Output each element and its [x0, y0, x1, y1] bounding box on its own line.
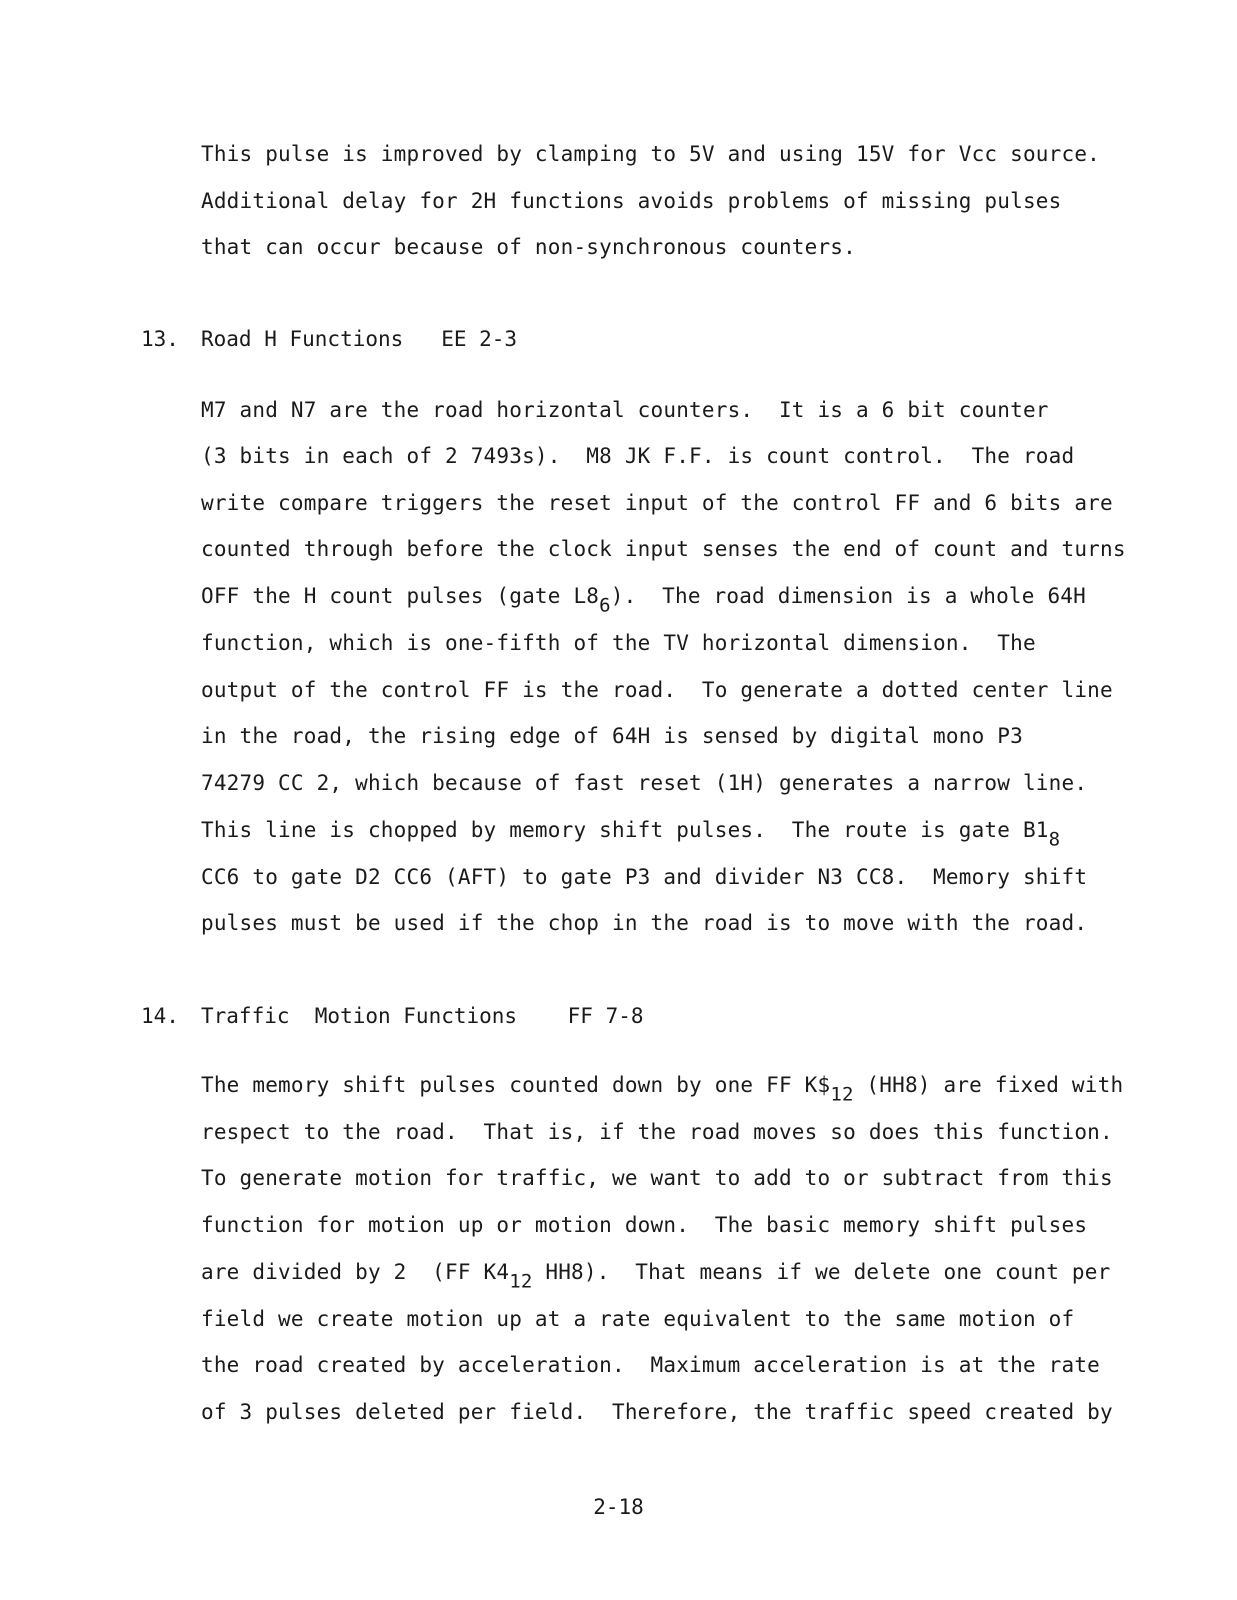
s14-line-5	[201, 1259, 1111, 1293]
intro-line-3: that can occur because of non-synchronous counters.	[201, 235, 856, 259]
section-13-number: 13.	[141, 327, 179, 351]
s13-line-12-text: pulses must be used if the chop in the road is to move with the road.	[201, 911, 1088, 935]
s14-line-7-text: the road created by acceleration. Maximum acceleration is at the rate	[201, 1353, 1101, 1377]
s13-line-10	[201, 817, 1061, 851]
intro-line-2: Additional delay for 2H functions avoids problems of missing pulses	[201, 189, 1062, 213]
subscript-6: 6	[599, 594, 611, 617]
section-14-heading: Traffic Motion Functions FF 7-8	[201, 1004, 644, 1028]
section-14-number: 14.	[141, 1004, 179, 1028]
s13-line-6	[201, 630, 1036, 656]
s14-line-2	[201, 1119, 1113, 1145]
s13-line-5	[201, 583, 1086, 617]
s13-line-10-text: This line is chopped by memory shift pulses. The route is gate B1	[201, 818, 1049, 842]
s14-line-8-text: of 3 pulses deleted per field. Therefore, the traffic speed created by	[201, 1400, 1113, 1424]
s13-line-3-text: write compare triggers the reset input of the control FF and 6 bits are	[201, 491, 1113, 515]
s13-line-4	[201, 536, 1126, 562]
s13-line-4-text: counted through before the clock input senses the end of count and turns	[201, 537, 1126, 561]
s13-line-3	[201, 490, 1113, 516]
intro-line-1: This pulse is improved by clamping to 5V and using 15V for Vcc source.	[201, 142, 1101, 166]
s14-line-1	[201, 1072, 1124, 1106]
s14-line-5-text-b: HH8). That means if we delete one count per	[532, 1260, 1111, 1284]
s14-line-2-text: respect to the road. That is, if the road moves so does this function.	[201, 1120, 1113, 1144]
s14-line-5-text-a: are divided by 2 (FF K4	[201, 1260, 510, 1284]
subscript-12: 12	[830, 1083, 854, 1106]
s13-line-5-text-a: OFF the H count pulses (gate L8	[201, 584, 600, 608]
s14-line-1-text-b: (HH8) are fixed with	[853, 1073, 1124, 1097]
s14-line-3	[201, 1165, 1113, 1191]
s13-line-11	[201, 864, 1087, 890]
s14-line-6	[201, 1306, 1074, 1332]
section-13-heading: Road H Functions EE 2-3	[201, 327, 518, 351]
s13-line-2	[201, 443, 1074, 469]
page-number: 2-18	[593, 1495, 644, 1519]
s14-line-1-text-a: The memory shift pulses counted down by one FF K$	[201, 1073, 831, 1097]
s13-line-12	[201, 910, 1087, 936]
s13-line-2-text: (3 bits in each of 2 7493s). M8 JK F.F. is count control. The road	[201, 444, 1075, 468]
s13-line-1	[201, 397, 1049, 423]
s13-line-1-text: M7 and N7 are the road horizontal counters. It is a 6 bit counter	[201, 398, 1049, 422]
s13-line-8-text: in the road, the rising edge of 64H is sensed by digital mono P3	[201, 724, 1023, 748]
s14-line-3-text: To generate motion for traffic, we want to add to or subtract from this	[201, 1166, 1113, 1190]
s13-line-9	[201, 770, 1087, 796]
subscript-12b: 12	[509, 1270, 533, 1293]
s13-line-8	[201, 723, 1023, 749]
s13-line-7-text: output of the control FF is the road. To generate a dotted center line	[201, 678, 1113, 702]
s13-line-9-text: 74279 CC 2, which because of fast reset (1H) generates a narrow line.	[201, 771, 1088, 795]
s14-line-6-text: field we create motion up at a rate equivalent to the same motion of	[201, 1307, 1075, 1331]
s14-line-8	[201, 1399, 1113, 1425]
s14-line-4	[201, 1212, 1087, 1238]
s13-line-5-text-b: ). The road dimension is a whole 64H	[610, 584, 1086, 608]
s13-line-11-text: CC6 to gate D2 CC6 (AFT) to gate P3 and divider N3 CC8. Memory shift	[201, 865, 1088, 889]
subscript-8: 8	[1048, 828, 1061, 851]
s14-line-4-text: function for motion up or motion down. The basic memory shift pulses	[201, 1213, 1088, 1237]
s13-line-7	[201, 677, 1113, 703]
s14-line-7	[201, 1352, 1100, 1378]
s13-line-6-text: function, which is one-fifth of the TV horizontal dimension. The	[201, 631, 1036, 655]
